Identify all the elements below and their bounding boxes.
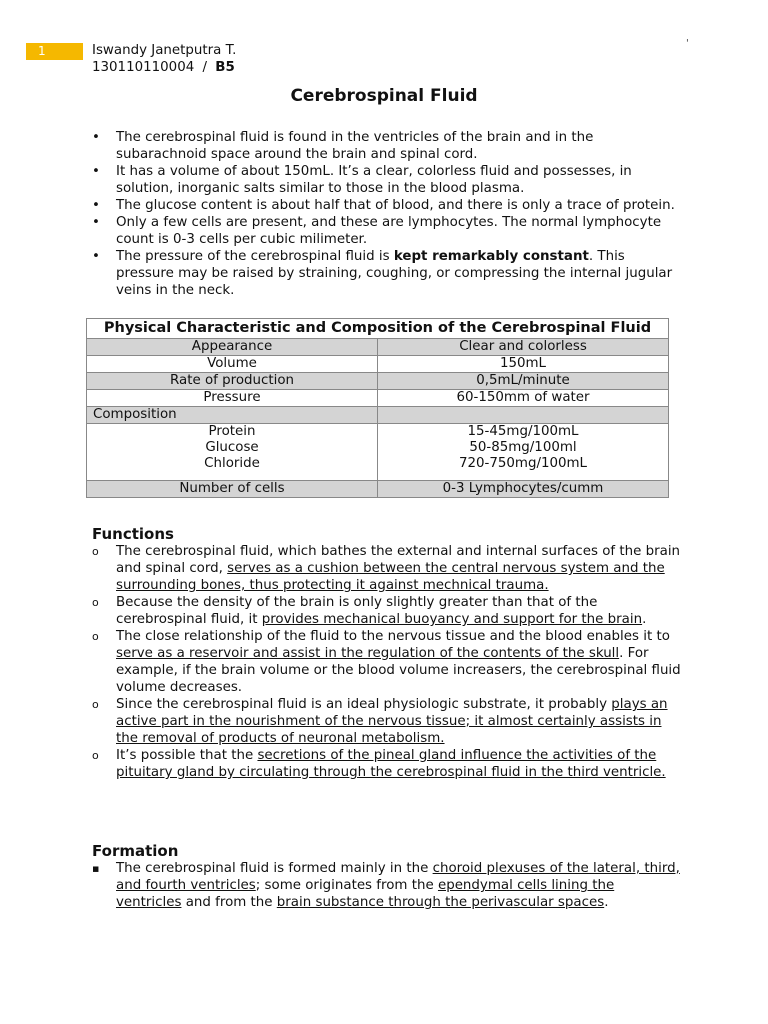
list-item: o The close relationship of the fluid to the nervous tissue and the blood enables it to serve as a reservoir and assist in the regulation of the contents of the skull. For example, if the brain volume or the blood volume increasers, the cerebrospinal fluid volume decreases.	[92, 629, 681, 695]
separator: /	[202, 60, 208, 75]
bullet-text: Only a few cells are present, and these are lymphocytes. The normal lymphocyte count is 0-3 cells per cubic milimeter.	[116, 215, 662, 247]
bullet-text: The pressure of the cerebrospinal fluid is kept remarkably constant. This pressure may be raised by straining, coughing, or compressing the internal jugular veins in the neck.	[116, 249, 673, 298]
student-id-line	[92, 59, 236, 76]
list-item: o It’s possible that the secretions of the pineal gland influence the activities of the pituitary gland by circulating through the cerebrospinal fluid in the third ventricle.	[92, 748, 666, 780]
table-row	[87, 339, 669, 356]
functions-list	[92, 543, 682, 781]
list-item: o Since the cerebrospinal fluid is an ideal physiologic substrate, it probably plays an active part in the nourishment of the nervous tissue; it almost certainly assists in the removal of products of neuronal metabolism.	[92, 697, 668, 746]
list-item: o Because the density of the brain is only slightly greater than that of the cerebrospinal fluid, it provides mechanical buoyancy and support for the brain.	[92, 595, 647, 627]
square-bullet-icon: ▪	[92, 862, 100, 875]
composition-value: 720-750mg/100mL	[458, 456, 588, 471]
list-item: ▪ The cerebrospinal fluid is formed mainly in the choroid plexuses of the lateral, third, and fourth ventricles; some originates from the ependymal cells lining the ventricles and from the brain substance through the perivascular spaces.	[92, 861, 680, 910]
list-item	[92, 163, 682, 197]
circle-bullet-icon: o	[92, 630, 99, 643]
student-id: 130110110004	[92, 60, 195, 75]
composition-header: Composition	[87, 407, 378, 424]
table-cell-label: Pressure	[87, 390, 378, 407]
bullet-text: It has a volume of about 150mL. It’s a clear, colorless fluid and possesses, in solution, inorganic salts similar to those in the blood plasma.	[116, 164, 632, 196]
intro-bullet-list	[92, 129, 682, 299]
author-name: Iswandy Janetputra T.	[92, 43, 237, 58]
bullet-icon: •	[92, 130, 100, 145]
functions-heading: Functions	[92, 525, 174, 543]
bullet-text: The glucose content is about half that of blood, and there is only a trace of protein.	[116, 198, 675, 213]
table-row	[87, 481, 669, 498]
list-item	[92, 129, 682, 163]
circle-bullet-icon: o	[92, 749, 99, 762]
composition-value: 50-85mg/100ml	[469, 440, 577, 455]
table-row	[87, 390, 669, 407]
table-cell-label: Appearance	[87, 339, 378, 356]
list-item	[92, 197, 682, 214]
bullet-text: The cerebrospinal fluid is found in the ventricles of the brain and in the subarachnoid space around the brain and spinal cord.	[116, 130, 594, 162]
table-cell-label: Number of cells	[87, 481, 378, 498]
table-cell-label	[87, 424, 378, 481]
composition-label: Chloride	[204, 456, 260, 471]
page-title: Cerebrospinal Fluid	[290, 86, 478, 106]
document-header	[92, 42, 236, 76]
table-cell-label: Rate of production	[87, 373, 378, 390]
list-item	[92, 248, 682, 299]
bullet-icon: •	[92, 249, 100, 264]
circle-bullet-icon: o	[92, 596, 99, 609]
composition-value: 15-45mg/100mL	[467, 424, 579, 439]
group-code: B5	[215, 60, 235, 75]
formation-list	[92, 860, 682, 911]
bullet-icon: •	[92, 215, 100, 230]
composition-label: Protein	[208, 424, 256, 439]
stray-mark: '	[686, 38, 689, 49]
table-cell-value: 0-3 Lymphocytes/cumm	[378, 481, 669, 498]
list-item	[92, 214, 682, 248]
table-row	[87, 424, 669, 481]
emphasis: kept remarkably constant	[393, 249, 589, 264]
composition-label: Glucose	[205, 440, 259, 455]
formation-heading: Formation	[92, 842, 179, 860]
page-number-badge: 1	[26, 43, 83, 60]
table-cell-value	[378, 424, 669, 481]
table-cell-value: 60-150mm of water	[378, 390, 669, 407]
circle-bullet-icon: o	[92, 698, 99, 711]
table-cell-value: 150mL	[378, 356, 669, 373]
table-cell-label: Volume	[87, 356, 378, 373]
list-item: o The cerebrospinal fluid, which bathes the external and internal surfaces of the brain and spinal cord, serves as a cushion between the central nervous system and the surrounding bones, thus protecting it against mechnical trauma.	[92, 544, 681, 593]
table-cell-value: 0,5mL/minute	[378, 373, 669, 390]
table-row	[87, 373, 669, 390]
table-cell-empty	[378, 407, 669, 424]
table-row	[87, 407, 669, 424]
circle-bullet-icon: o	[92, 545, 99, 558]
table-cell-value: Clear and colorless	[378, 339, 669, 356]
table-row	[87, 356, 669, 373]
table-caption: Physical Characteristic and Composition of the Cerebrospinal Fluid	[87, 319, 669, 339]
bullet-icon: •	[92, 164, 100, 179]
csf-characteristics-table	[86, 318, 669, 498]
bullet-icon: •	[92, 198, 100, 213]
